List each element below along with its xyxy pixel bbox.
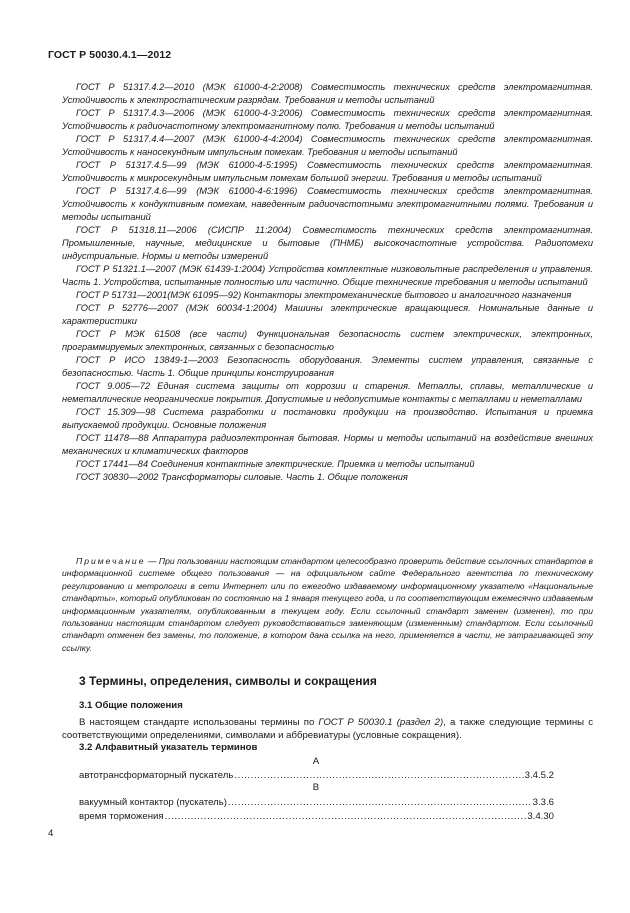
paragraph-text-after: , а также следующие термины с соответствующими определениями, символами и аббревиатуры (условные сокращения). — [62, 717, 593, 741]
index-section-number: 3.3.6 — [532, 797, 554, 808]
index-term: время торможения — [79, 811, 164, 822]
reference-item: ГОСТ 9.005—72 Единая система защиты от коррозии и старения. Металлы, сплавы, металлические и неметаллические неорганические покрытия. Допустимые и недопустимые контакты с металлами и неметаллами — [62, 381, 593, 404]
dot-leader — [165, 810, 527, 823]
reference-item: ГОСТ 11478—88 Аппаратура радиоэлектронная бытовая. Нормы и методы испытаний на воздействие внешних механических и климатических факторов — [62, 433, 593, 456]
index-entry — [79, 810, 554, 823]
section-3-2-heading: 3.2 Алфавитный указатель терминов — [79, 742, 258, 753]
reference-item: ГОСТ Р 51317.4.5—99 (МЭК 61000-4-5:1995) Совместимость технических средств электромагнитная. Устойчивость к микросекундным импульсным помехам большой энергии. Требования и методы испытаний — [62, 160, 593, 183]
reference-item: ГОСТ Р ИСО 13849-1—2003 Безопасность оборудования. Элементы систем управления, связанные с безопасностью. Часть 1. Общие принципы конструирования — [62, 355, 593, 378]
index-letter-v: В — [312, 782, 320, 793]
section-3-1-paragraph — [62, 716, 593, 742]
reference-item: ГОСТ Р МЭК 61508 (все части) Функциональная безопасность систем электрических, электронных, программируемых электронных, связанных с безопасностью — [62, 329, 593, 352]
index-term: вакуумный контактор (пускатель) — [79, 797, 227, 808]
section-3-heading: 3 Термины, определения, символы и сокращения — [79, 674, 377, 688]
paragraph-text-before: В настоящем стандарте использованы термины по — [79, 717, 319, 728]
document-header: ГОСТ Р 50030.4.1—2012 — [48, 49, 172, 61]
reference-item: ГОСТ 17441—84 Соединения контактные электрические. Приемка и методы испытаний — [76, 459, 475, 469]
reference-item: ГОСТ 30830—2002 Трансформаторы силовые. Часть 1. Общие положения — [76, 472, 408, 482]
dot-leader — [234, 769, 523, 782]
index-entry — [79, 769, 554, 782]
note-text: — При пользовании настоящим стандартом целесообразно проверить действие ссылочных стандартов в информационной системе общего пользования — на официальном сайте Федерального агентства по техническому регулированию и метрологии в сети Интернет или по ежегодно издаваемому информационному указателю «Национальные стандарты», который опубликован по состоянию на 1 января текущего года, и по соответствующим ежемесячно издаваемым информационным указателям, опубликованным в текущем году. Если ссылочный стандарт заменен (изменен), то при пользовании настоящим стандартом следует руководствоваться заменяющим (измененным) стандартом. Если ссылочный стандарт отменен без замены, то положение, в котором дана ссылка на него, применяется в части, не затрагивающей эту ссылку. — [62, 556, 593, 653]
page-number: 4 — [48, 828, 54, 839]
index-letter-a: А — [312, 756, 320, 767]
section-3-1-heading: 3.1 Общие положения — [79, 700, 183, 711]
index-term: автотрансформаторный пускатель — [79, 770, 234, 781]
reference-item: ГОСТ Р 51318.11—2006 (СИСПР 11:2004) Совместимость технических средств электромагнитная. Промышленные, научные, медицинские и бытовые (ПНМБ) высокочастотные устройства. Радиопомехи индустриальные. Нормы и методы измерений — [62, 225, 593, 261]
reference-item: ГОСТ Р 52776—2007 (МЭК 60034-1:2004) Машины электрические вращающиеся. Номинальные данные и характеристики — [62, 303, 593, 326]
index-section-number: 3.4.30 — [527, 811, 554, 822]
reference-item: ГОСТ Р 51731—2001(МЭК 61095—92) Контакторы электромеханические бытового и аналогичного назначения — [76, 290, 572, 300]
normative-references-list — [62, 81, 593, 484]
note-paragraph — [62, 555, 593, 654]
reference-item: ГОСТ 15.309—98 Система разработки и постановки продукции на производство. Испытания и приемка выпускаемой продукции. Основные положения — [62, 407, 593, 430]
reference-item: ГОСТ Р 51317.4.4—2007 (МЭК 61000-4-4:2004) Совместимость технических средств электромагнитная. Устойчивость к наносекундным импульсным помехам. Требования и методы испытаний — [62, 134, 593, 157]
reference-item: ГОСТ Р 51317.4.3—2006 (МЭК 61000-4-3:2006) Совместимость технических средств электромагнитная. Устойчивость к радиочастотному электромагнитному полю. Требования и методы испытаний — [62, 108, 593, 131]
dot-leader — [228, 796, 532, 809]
standard-reference: ГОСТ Р 50030.1 (раздел 2) — [318, 717, 444, 728]
index-entry — [79, 796, 554, 809]
index-section-number: 3.4.5.2 — [524, 770, 554, 781]
reference-item: ГОСТ Р 51321.1—2007 (МЭК 61439-1:2004) Устройства комплектные низковольтные распределения и управления. Часть 1. Устройства, испытанные полностью или частично. Общие технические требования и методы испытаний — [62, 264, 593, 287]
note-label: Примечание — [76, 556, 146, 566]
reference-item: ГОСТ Р 51317.4.2—2010 (МЭК 61000-4-2:2008) Совместимость технических средств электромагнитная. Устойчивость к электростатическим разрядам. Требования и методы испытаний — [62, 82, 593, 105]
reference-item: ГОСТ Р 51317.4.6—99 (МЭК 61000-4-6:1996) Совместимость технических средств электромагнитная. Устойчивость к кондуктивным помехам, наведенным радиочастотными электромагнитными полями. Требования и методы испытаний — [62, 186, 593, 222]
